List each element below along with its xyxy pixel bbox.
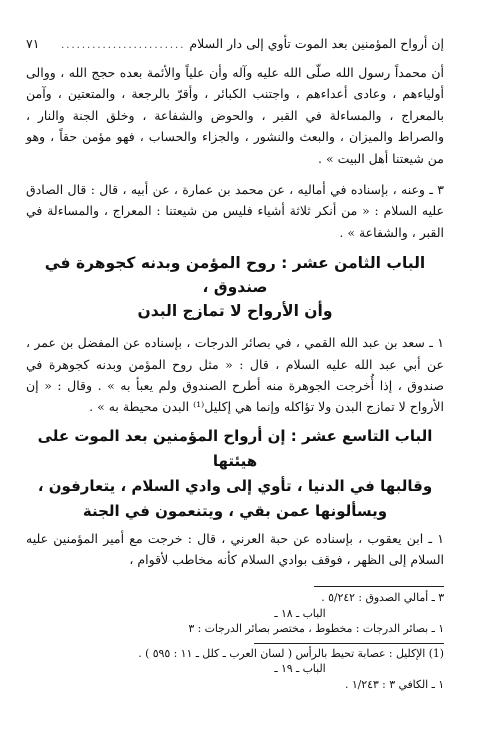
chapter-18-line-2: وأن الأرواح لا تمازج البدن (137, 302, 333, 321)
chapter-18-heading (26, 251, 444, 323)
chapter-19-line-3: ويسألونها عمن بقي ، ويتنعمون في الجنة (82, 501, 388, 520)
footnote-inner-divider (254, 643, 444, 644)
chapter-19-line-2: وقالبها في الدنيا ، تأوي إلى وادي السلام ، يتعارفون ، (37, 476, 433, 495)
footnote-chapter-18-label: الباب ـ ١٨ ـ (274, 606, 326, 620)
running-title: إن أرواح المؤمنين بعد الموت تأوي إلى دار السلام (189, 36, 444, 51)
footnote-2: ١ ـ بصائر الدرجات : مخطوط ، مختصر بصائر الدرجات : ٣ (188, 622, 444, 636)
footnote-4: ١ ـ الكافي ٣ : ١/٢٤٣ . (344, 677, 444, 691)
chapter-19-heading (26, 424, 444, 524)
chapter-19-line-1: الباب التاسع عشر : إن أرواح المؤمنين بعد الموت على هيئتها (37, 426, 433, 470)
footnotes (26, 590, 444, 693)
paragraph-hadith-3: ٣ ـ وعنه ، بإسناده في أماليه ، عن محمد بن عمارة ، عن أبيه ، قال : قال الصادق عليه السلام : « من أنكر ثلاثة أشياء فليس من شيعتنا : المعراج ، والمساءلة في القبر ، والشفاعة » . (26, 182, 444, 240)
footnote-chapter-19-label: الباب ـ ١٩ ـ (274, 662, 326, 676)
paragraph-ch18-hadith-1: ١ ـ سعد بن عبد الله القمي ، في بصائر الدرجات ، بإسناده عن المفضل بن عمر ، عن أبي عبد الله عليه السلام ، قال : « مثل روح المؤمن وبدنه كجوهرة في صندوق ، إذا أُخرجت الجوهرة منه أطرح الصندوق ولم يعبأ به » . وقال : « إن الأرواح لا تمازج البدن ولا تؤاكله وإنما هي إكليل⁽¹⁾ البدن محيطة به » . (26, 335, 444, 415)
running-header (26, 36, 444, 54)
main-text (26, 62, 444, 571)
chapter-18-line-1: الباب الثامن عشر : روح المؤمن وبدنه كجوهرة في صندوق ، (44, 254, 426, 297)
footnote-3: (1) الإكليل : عصابة تحيط بالرأس ( لسان العرب ـ كلل ـ ١١ : ٥٩٥ ) . (138, 646, 444, 660)
page-number: ٧١ (26, 36, 40, 51)
footnote-1: ٣ ـ أمالي الصدوق : ٥/٢٤٢ . (321, 591, 444, 604)
paragraph-ch19-hadith-1: ١ ـ ابن يعقوب ، بإسناده عن حبة العرني ، قال : خرجت مع أمير المؤمنين عليه السلام إلى الظهر ، فوقف بوادي السلام كأنه مخاطب لأقوام ، (26, 530, 444, 568)
leader-dots: ........................ (61, 40, 186, 51)
footnote-divider (314, 586, 444, 587)
paragraph-continued: أن محمداً رسول الله صلّى الله عليه وآله وأن علياً والأئمة بعده حجج الله ، ووالى أولياءهم ، وعادى أعداءهم ، واجتنب الكبائر ، وأقرّ بالرجعة ، والمتعتين ، وآمن بالمعراج ، والمساءلة في القبر ، والحوض والشفاعة ، وخلق الجنة والنار ، والصراط والميزان ، والبعث والنشور ، والجزاء والحساب ، فهو مؤمن حقاً ، وهو من شيعتنا أهل البيت » . (26, 65, 444, 166)
